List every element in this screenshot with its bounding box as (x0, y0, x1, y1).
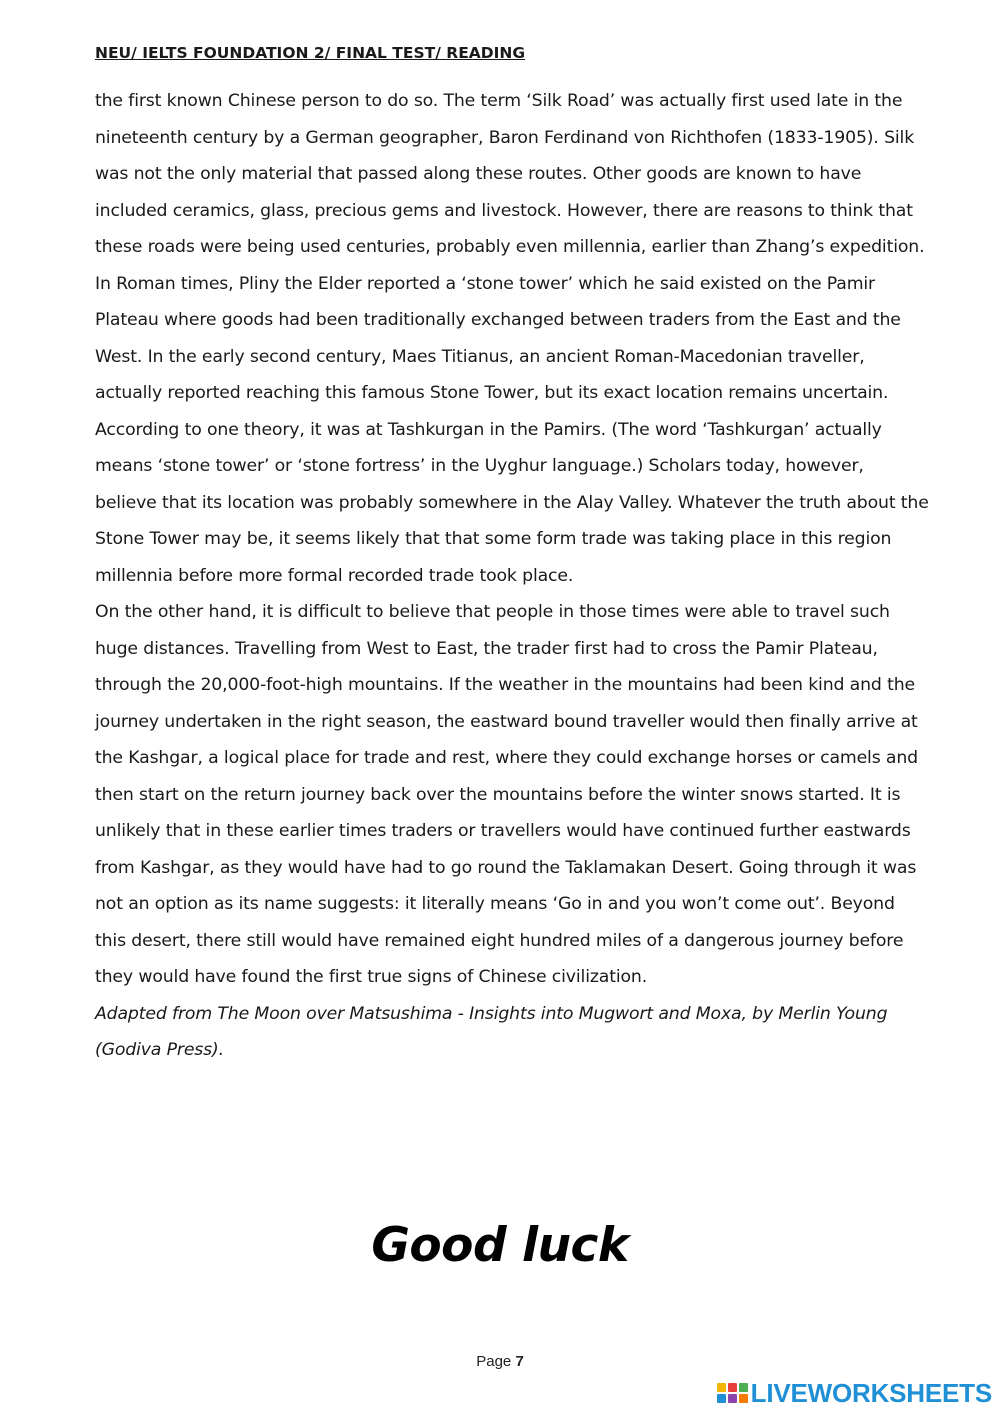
passage-source-citation: Adapted from The Moon over Matsushima - Insights into Mugwort and Moxa, by Merlin Young (Godiva Press). (95, 1003, 888, 1060)
liveworksheets-logo[interactable] (717, 1378, 992, 1408)
logo-square-1 (717, 1383, 726, 1392)
logo-square-6 (739, 1394, 748, 1403)
logo-square-2 (728, 1383, 737, 1392)
passage-paragraph-1: the first known Chinese person to do so. The term ‘Silk Road’ was actually first used late in the nineteenth century by a German geographer, Baron Ferdinand von Richthofen (1833-1905). Silk was not the only material that passed along these routes. Other goods are known to have included ceramics, glass, precious gems and livestock. However, there are reasons to think that these roads were being used centuries, probably even millennia, earlier than Zhang’s expedition. In Roman times, Pliny the Elder reported a ‘stone tower’ which he said existed on the Pamir Plateau where goods had been traditionally exchanged between traders from the East and the West. In the early second century, Maes Titianus, an ancient Roman-Macedonian traveller, actually reported reaching this famous Stone Tower, but its exact location remains uncertain. According to one theory, it was at Tashkurgan in the Pamirs. (The word ‘Tashkurgan’ actually means ‘stone tower’ or ‘stone fortress’ in the Uyghur language.) Scholars today, however, believe that its location was probably somewhere in the Alay Valley. Whatever the truth about the Stone Tower may be, it seems likely that that some form trade was taking place in this region millennia before more formal recorded trade took place. (95, 91, 929, 586)
good-luck-closing: Good luck (371, 1218, 629, 1273)
logo-square-5 (728, 1394, 737, 1403)
page-footer (0, 1353, 1000, 1370)
logo-square-4 (717, 1394, 726, 1403)
liveworksheets-brand-text: LIVEWORKSHEETS (750, 1377, 992, 1408)
page-header-title: NEU/ IELTS FOUNDATION 2/ FINAL TEST/ READING (95, 44, 526, 62)
liveworksheets-logo-icon (717, 1383, 748, 1403)
page-label: Page (476, 1353, 512, 1370)
passage-paragraph-2: On the other hand, it is difficult to believe that people in those times were able to travel such huge distances. Travelling from West to East, the trader first had to cross the Pamir Plateau, through the 20,000-foot-high mountains. If the weather in the mountains had been kind and the journey undertaken in the right season, the eastward bound traveller would then finally arrive at the Kashgar, a logical place for trade and rest, where they could exchange horses or camels and then start on the return journey back over the mountains before the winter snows started. It is unlikely that in these earlier times traders or travellers would have continued further eastwards from Kashgar, as they would have had to go round the Taklamakan Desert. Going through it was not an option as its name suggests: it literally means ‘Go in and you won’t come out’. Beyond this desert, there still would have remained eight hundred miles of a dangerous journey before they would have found the first true signs of Chinese civilization. (95, 602, 918, 987)
reading-passage (95, 83, 930, 1069)
page-number: 7 (515, 1353, 524, 1370)
logo-square-3 (739, 1383, 748, 1392)
